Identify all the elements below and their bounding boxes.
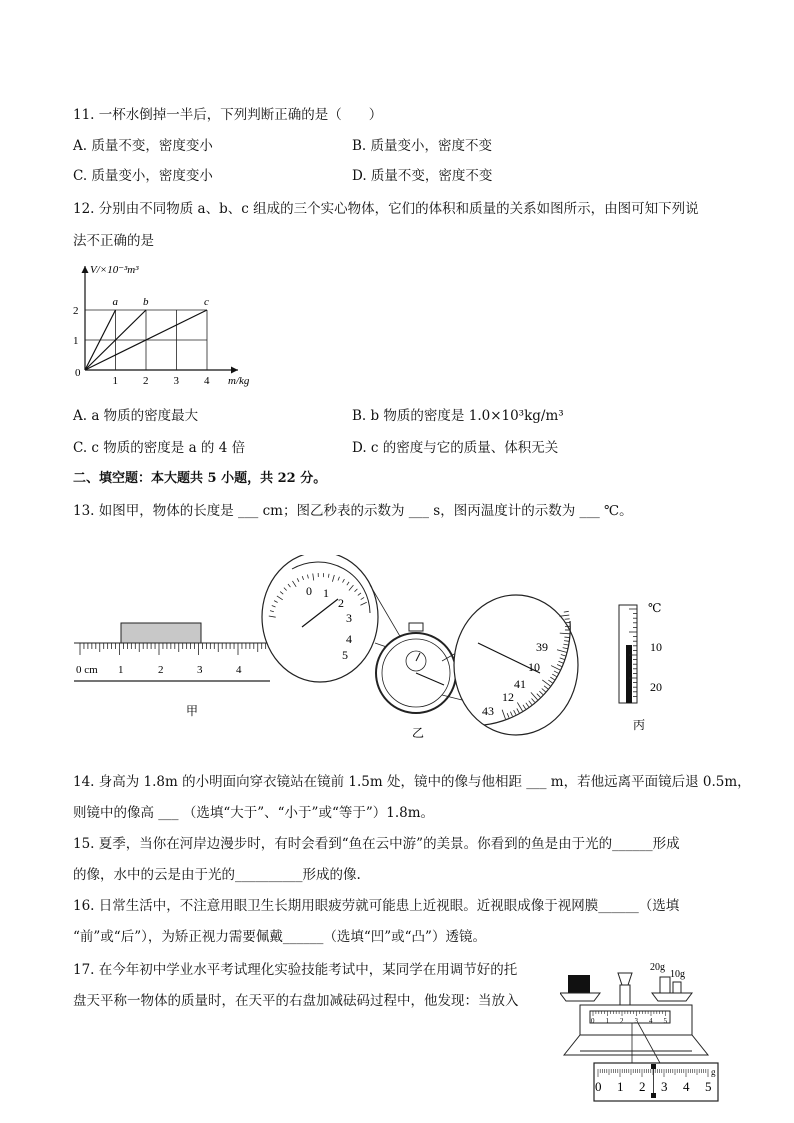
q12-option-b: B. b 物质的密度是 1.0×10³kg/m³: [352, 408, 564, 424]
small-scale-label-2: 2: [620, 1017, 624, 1025]
big-scale-label-2: 2: [639, 1079, 646, 1094]
big-scale-label-5: 5: [705, 1079, 712, 1094]
big-dial-41: 41: [514, 677, 526, 691]
label-yi: 乙: [412, 726, 425, 740]
q11-option-c: C. 质量变小，密度变小: [73, 168, 213, 184]
label-jia: 甲: [186, 704, 199, 718]
q15-line2: 的像，水中的云是由于光的__________形成的像.: [73, 867, 361, 883]
big-scale-label-3: 3: [661, 1079, 668, 1094]
q11-option-a: A. 质量不变，密度变小: [73, 138, 213, 154]
big-scale-label-4: 4: [683, 1079, 690, 1094]
q12-option-c: C. c 物质的密度是 a 的 4 倍: [73, 440, 246, 456]
chart-y-label: V/×10⁻³m³: [90, 264, 139, 276]
measured-block: [121, 623, 201, 643]
small-dial-1: 1: [323, 586, 329, 600]
small-scale-label-0: 0: [591, 1017, 595, 1025]
chart-x-label: m/kg: [228, 375, 250, 387]
q17-line1: 17. 在今年初中学业水平考试理化实验技能考试中，某同学在用调节好的托: [73, 962, 518, 978]
y-tick-2: 2: [73, 305, 79, 317]
scale-unit: g: [711, 1067, 716, 1077]
ruler-label-0: 0 cm: [76, 664, 98, 676]
q14-line1: 14. 身高为 1.8m 的小明面向穿衣镜站在镜前 1.5m 处，镜中的像与他相距 ___ m，若他远离平面镜后退 0.5m，: [73, 774, 751, 790]
x-tick-2: 2: [143, 375, 149, 387]
q12-stem-line1: 12. 分别由不同物质 a、b、c 组成的三个实心物体，它们的体积和质量的关系如图所示，由图可知下列说: [73, 201, 699, 217]
balance-figure: [560, 955, 728, 1107]
q16-line2: “前”或“后”），为矫正视力需要佩戴______（选填“凹”或“凸”）透镜。: [73, 929, 486, 945]
small-dial-5: 5: [342, 648, 348, 662]
chart-origin-label: 0: [75, 367, 81, 379]
q11-stem: 11. 一杯水倒掉一半后，下列判断正确的是（ ）: [73, 107, 383, 123]
series-label-c: c: [204, 296, 209, 308]
small-dial-magnifier: [262, 555, 378, 682]
small-dial-4: 4: [346, 632, 352, 646]
q12-option-a: A. a 物质的密度最大: [73, 408, 199, 424]
small-scale-label-1: 1: [605, 1017, 609, 1025]
ruler-label-1: 1: [118, 664, 124, 676]
small-dial-2: 2: [338, 596, 344, 610]
small-scale-label-5: 5: [663, 1017, 667, 1025]
weight-20g: [660, 977, 670, 993]
weight-10g: [673, 982, 681, 993]
small-scale-label-4: 4: [649, 1017, 653, 1025]
big-dial-12: 12: [502, 690, 514, 704]
q13-stem: 13. 如图甲，物体的长度是 ___ cm；图乙秒表的示数为 ___ s，图丙温度计的示数为 ___ ℃。: [73, 503, 633, 519]
rider-bottom: [651, 1093, 656, 1098]
big-scale-label-1: 1: [617, 1079, 624, 1094]
series-label-b: b: [143, 296, 149, 308]
q14-line2: 则镜中的像高 ___ （选填“大于”、“小于”或“等于”）1.8m。: [73, 805, 435, 821]
q12-stem-line2: 法不正确的是: [73, 233, 154, 249]
ruler-label-2: 2: [158, 664, 164, 676]
big-dial-39: 39: [536, 640, 548, 654]
big-dial-43: 43: [482, 704, 494, 718]
ruler-label-4: 4: [236, 664, 242, 676]
q15-line1: 15. 夏季，当你在河岸边漫步时，有时会看到“鱼在云中游”的美景。你看到的鱼是由于光的______形成: [73, 836, 680, 852]
q11-option-b: B. 质量变小，密度不变: [352, 138, 493, 154]
q12-option-d: D. c 的密度与它的质量、体积无关: [352, 440, 559, 456]
weight-20g-label: 20g: [650, 962, 665, 973]
label-bing: 丙: [633, 718, 646, 732]
small-dial-0: 0: [306, 584, 312, 598]
thermometer-liquid: [626, 645, 632, 703]
density-chart: [70, 258, 260, 388]
y-tick-1: 1: [73, 335, 79, 347]
thermo-label-10: 10: [650, 640, 662, 654]
rider-top: [651, 1064, 656, 1069]
section-heading: 二、填空题：本大题共 5 小题，共 22 分。: [73, 471, 327, 486]
series-label-a: a: [112, 296, 118, 308]
weight-10g-label: 10g: [670, 969, 685, 980]
x-tick-4: 4: [204, 375, 210, 387]
x-tick-1: 1: [112, 375, 118, 387]
measurement-figure: [70, 555, 710, 745]
small-scale-label-3: 3: [634, 1017, 638, 1025]
big-dial-10: 10: [528, 660, 540, 674]
stopwatch-crown: [409, 623, 423, 631]
thermo-unit: ℃: [648, 601, 662, 615]
q11-option-d: D. 质量不变，密度不变: [352, 168, 493, 184]
small-dial-3: 3: [346, 611, 352, 625]
ruler-label-3: 3: [197, 664, 203, 676]
big-scale-label-0: 0: [595, 1079, 602, 1094]
q16-line1: 16. 日常生活中，不注意用眼卫生长期用眼疲劳就可能患上近视眼。近视眼成像于视网膜______（选填: [73, 898, 680, 914]
q17-line2: 盘天平称一物体的质量时，在天平的右盘加减砝码过程中，他发现：当放入: [73, 993, 519, 1009]
object-block: [568, 975, 590, 993]
x-tick-3: 3: [173, 375, 179, 387]
thermo-label-20: 20: [650, 680, 662, 694]
